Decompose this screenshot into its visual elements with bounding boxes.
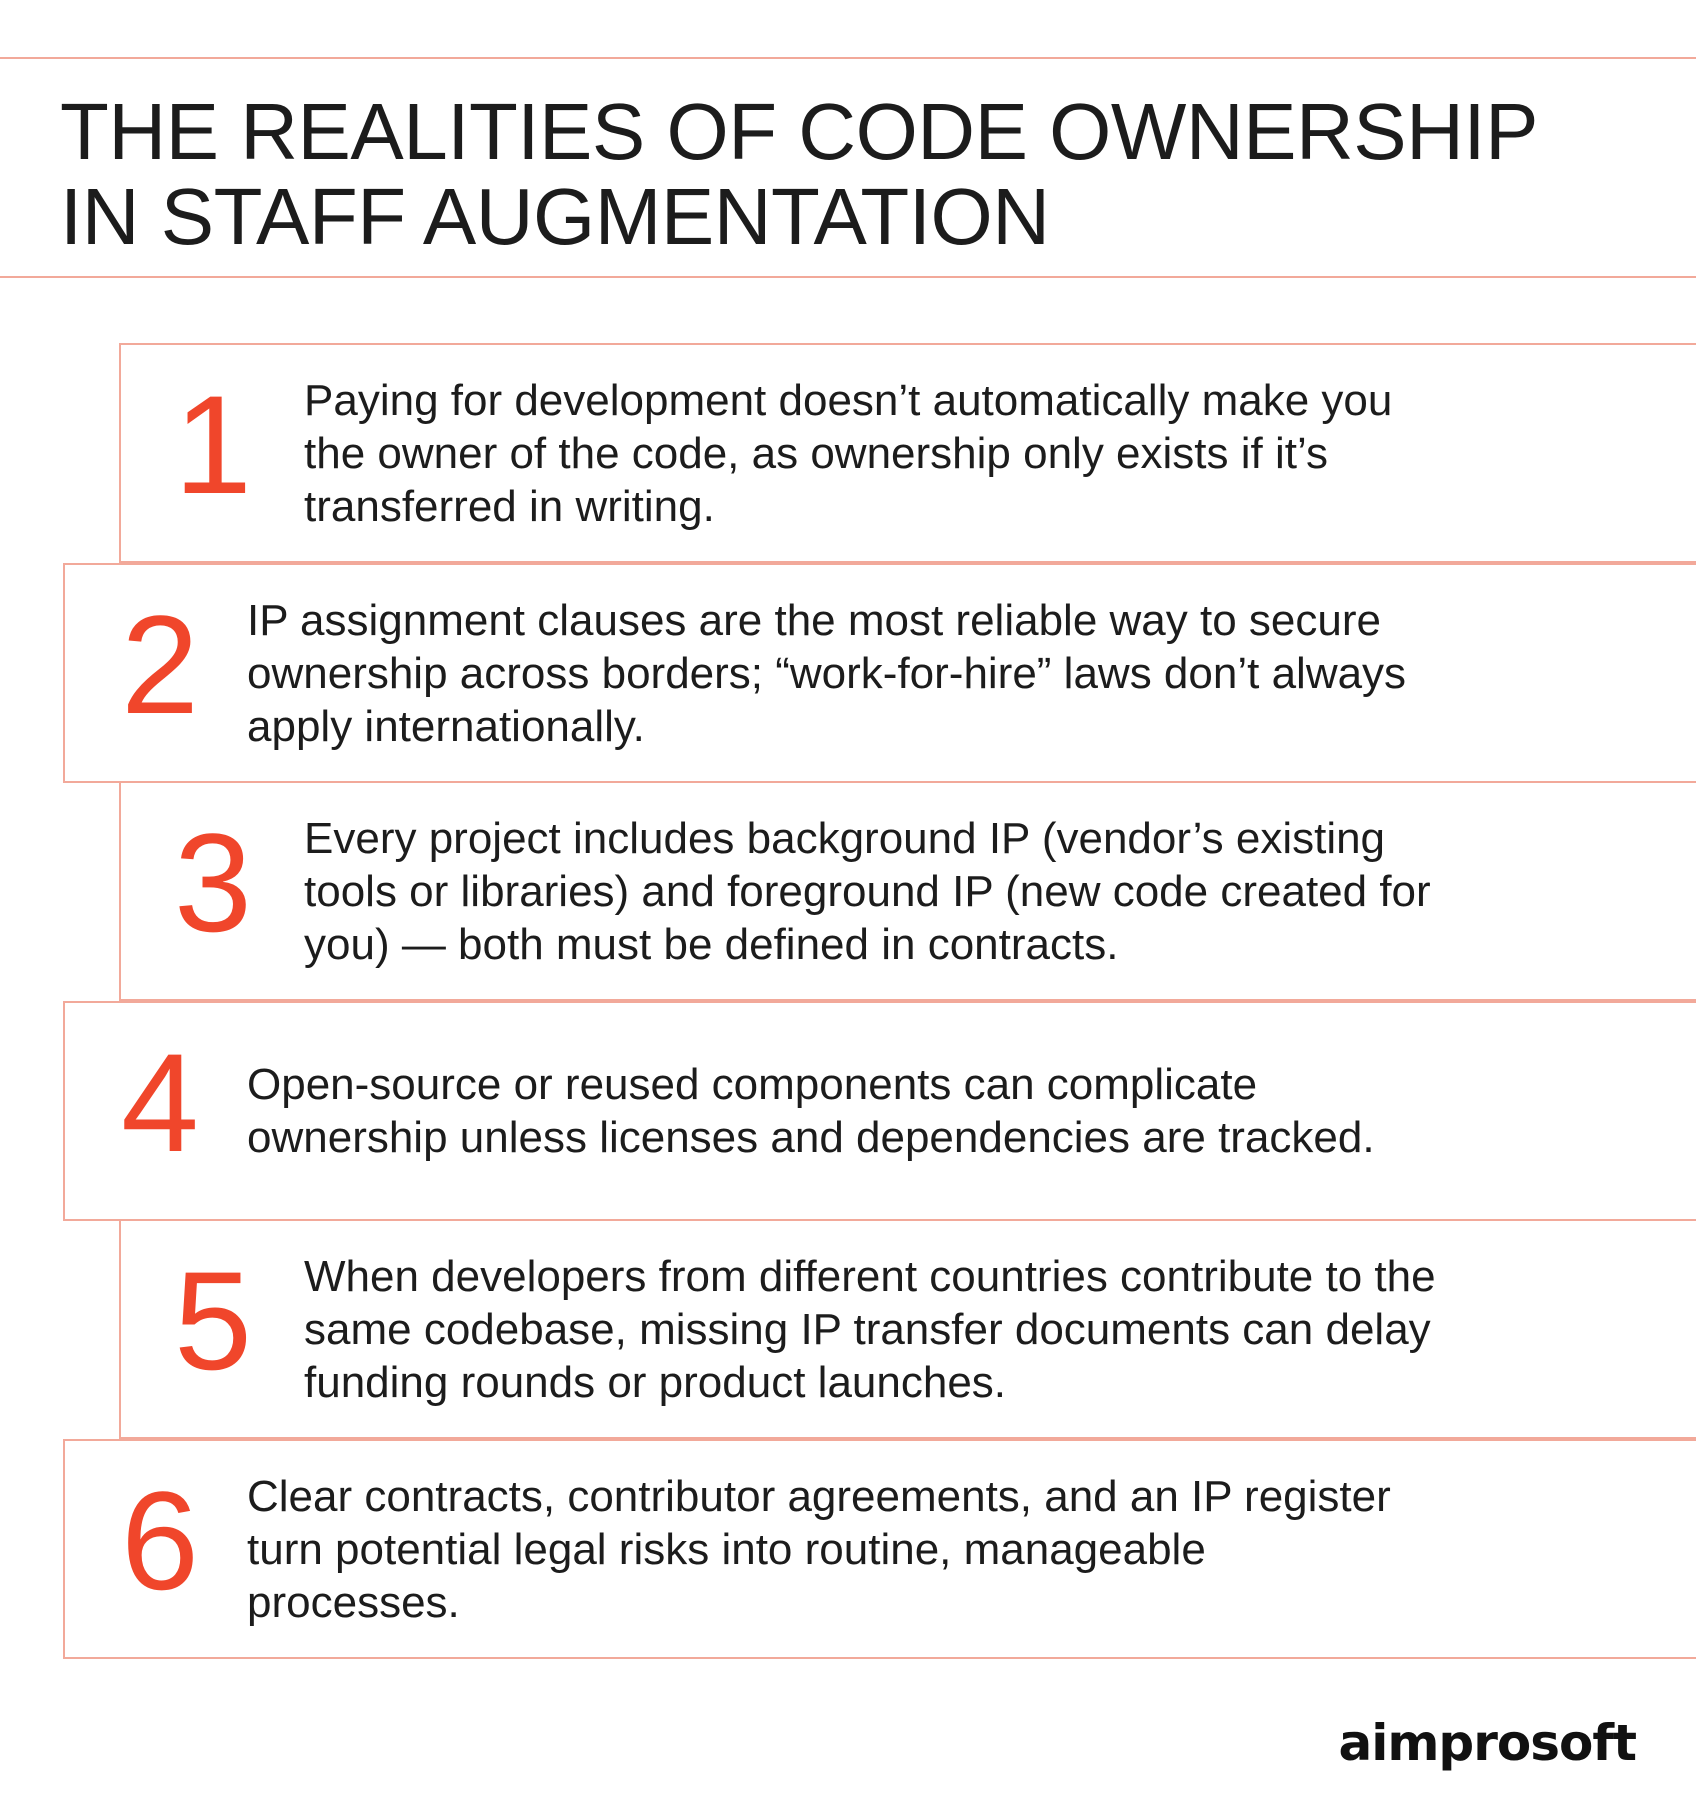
list-item	[63, 563, 1696, 783]
item-text-line: Clear contracts, contributor agreements, and an IP register	[247, 1471, 1391, 1521]
page-title-line-2: IN STAFF AUGMENTATION	[60, 172, 1050, 261]
item-text-line: Every project includes background IP (vendor’s existing	[304, 813, 1386, 863]
list-item	[119, 343, 1696, 563]
item-text-line: the owner of the code, as ownership only exists if it’s	[304, 428, 1328, 478]
page-title-line-1: THE REALITIES OF CODE OWNERSHIP	[60, 87, 1539, 176]
item-number: 4	[121, 1024, 199, 1181]
item-text-line: transferred in writing.	[304, 481, 715, 531]
item-text	[304, 1221, 1674, 1437]
list-item	[119, 781, 1696, 1001]
item-text-line: ownership across borders; “work-for-hire” laws don’t always	[247, 648, 1407, 698]
item-text-line: turn potential legal risks into routine, manageable	[247, 1524, 1206, 1574]
item-text	[304, 783, 1674, 999]
list-item	[63, 1001, 1696, 1221]
item-number: 5	[174, 1242, 252, 1399]
item-text-line: funding rounds or product launches.	[304, 1357, 1007, 1407]
item-text-line: IP assignment clauses are the most reliable way to secure	[247, 595, 1381, 645]
item-text-line: Open-source or reused components can complicate	[247, 1060, 1258, 1109]
list-item	[119, 1219, 1696, 1439]
list-item	[63, 1439, 1696, 1659]
item-text-line: ownership unless licenses and dependencies are tracked.	[247, 1113, 1375, 1162]
item-text-line: apply internationally.	[247, 701, 645, 751]
item-number: 2	[121, 586, 199, 743]
item-text-line: Paying for development doesn’t automatically make you	[304, 375, 1393, 425]
item-number: 6	[121, 1462, 199, 1619]
item-text	[247, 1441, 1677, 1657]
item-text	[247, 565, 1677, 781]
brand-logo: aimprosoft	[1338, 1714, 1636, 1772]
item-text-line: same codebase, missing IP transfer documents can delay	[304, 1304, 1431, 1354]
item-number: 1	[174, 366, 252, 523]
title-block	[0, 57, 1696, 278]
item-text-line: tools or libraries) and foreground IP (new code created for	[304, 866, 1431, 916]
item-text-line: you) — both must be defined in contracts.	[304, 919, 1119, 969]
item-text-line: When developers from different countries contribute to the	[304, 1251, 1436, 1301]
item-text	[304, 345, 1674, 561]
item-text-line: processes.	[247, 1577, 460, 1627]
item-text	[247, 1003, 1677, 1219]
item-number: 3	[174, 804, 252, 961]
